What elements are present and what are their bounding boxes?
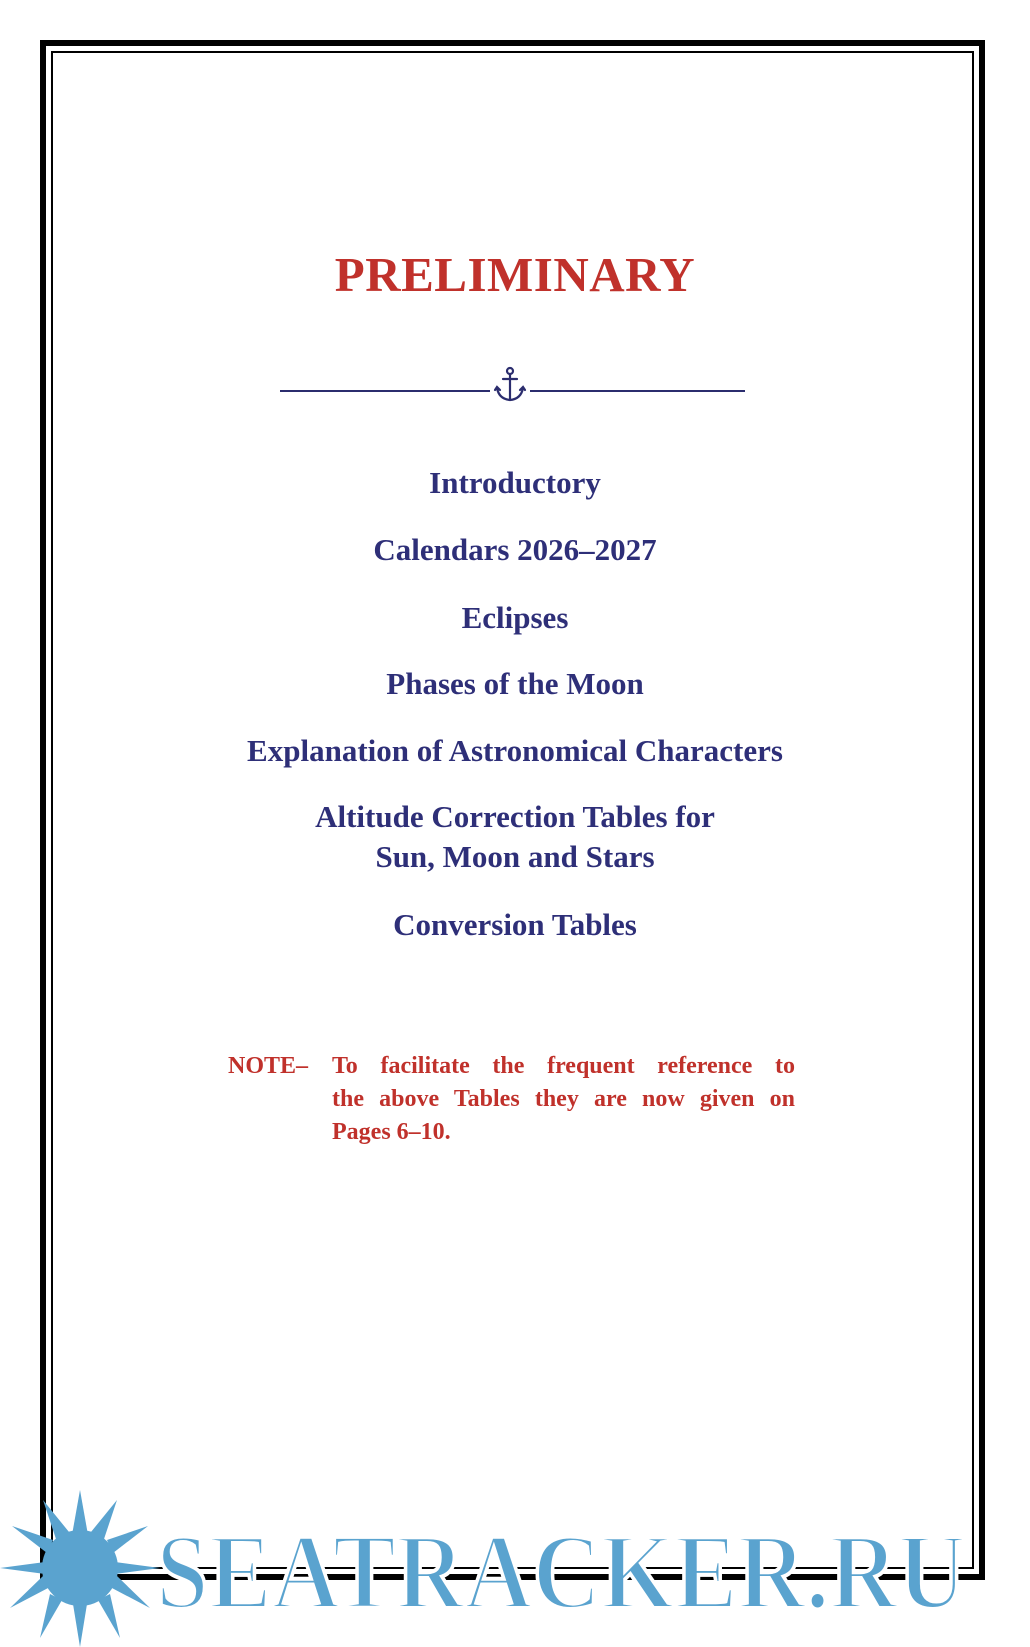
page-title: PRELIMINARY — [334, 247, 696, 302]
note-line: Pages 6–10. — [332, 1119, 451, 1145]
note-label: NOTE– — [228, 1053, 309, 1079]
title-divider — [280, 366, 750, 404]
note-line: the above Tables they are now given on — [332, 1086, 795, 1112]
contents-item-eclipses: Eclipses — [461, 600, 569, 635]
contents-item-introductory: Introductory — [429, 465, 601, 500]
note-line: To facilitate the frequent reference to — [332, 1053, 795, 1079]
contents-item-moon-phases: Phases of the Moon — [386, 666, 644, 701]
anchor-icon — [493, 366, 527, 404]
watermark — [0, 1490, 1030, 1647]
contents-item-altitude-correction-line1: Altitude Correction Tables for — [315, 799, 715, 834]
note-text — [332, 1050, 795, 1149]
divider-line-left — [280, 390, 490, 392]
divider-line-right — [530, 390, 745, 392]
contents-item-conversion-tables: Conversion Tables — [393, 907, 637, 942]
contents-item-calendars: Calendars 2026–2027 — [373, 532, 657, 567]
sunburst-logo-icon — [0, 1490, 160, 1647]
watermark-text — [150, 1490, 980, 1647]
contents-item-astronomical-characters: Explanation of Astronomical Characters — [247, 733, 783, 768]
contents-item-altitude-correction-line2: Sun, Moon and Stars — [375, 839, 655, 874]
svg-text:SEATRACKER.RU: SEATRACKER.RU — [156, 1513, 966, 1632]
